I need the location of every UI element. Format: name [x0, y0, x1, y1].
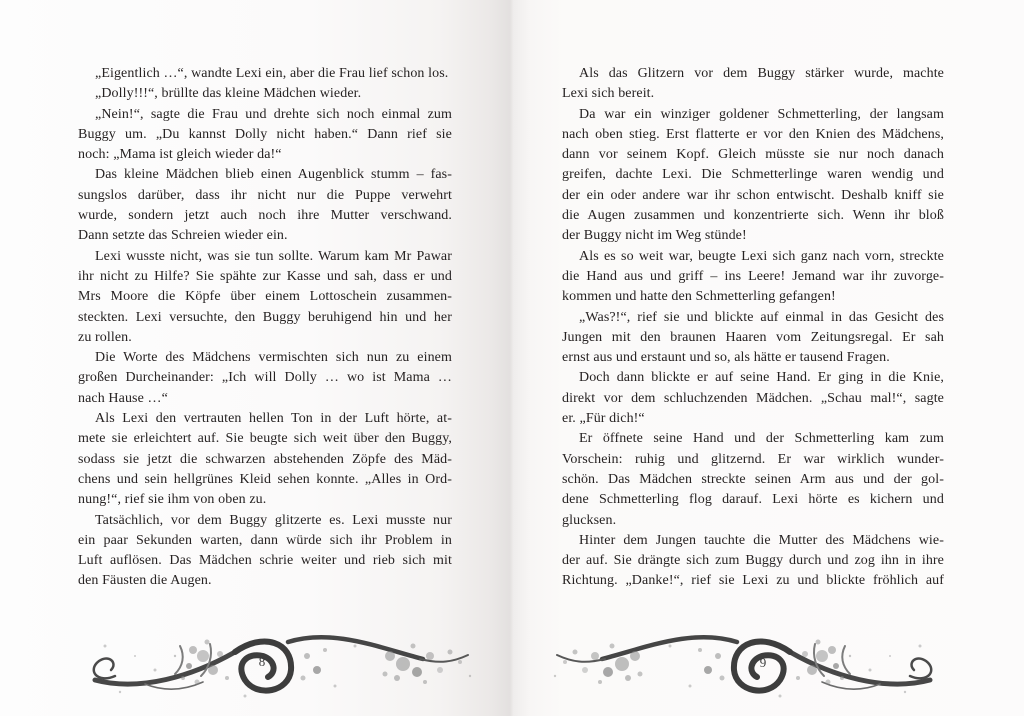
text-line: wurde, sondern jetzt auch noch ihre Mutter verschwand. — [78, 208, 452, 224]
text-line: Als das Glitzern vor dem Buggy stärker wurde, machte — [579, 66, 944, 81]
text-line: Hinter dem Jungen tauchte die Mutter des Mädchens wie- — [579, 532, 944, 548]
page-number: 8 — [258, 654, 266, 669]
text-line: die Augen zusammen und konzentrierte sich. Wenn ihr bloß — [562, 208, 944, 224]
text-line: mete sie erleichtert auf. Sie beugte sich weit über den Buggy, — [78, 431, 452, 447]
text-line: greifen, dachte Lexi. Die Schmetterlinge waren wendig und — [562, 167, 944, 183]
text-line: zu rollen. — [78, 329, 132, 345]
page-text — [78, 64, 452, 592]
text-line: ihr nicht zu Hilfe? Sie spähte zur Kasse und sah, dass er und — [78, 268, 452, 284]
ink-swirl-flourish-ornament — [550, 626, 940, 706]
text-line: chens und sein hellgrünes Kleid sehen konnte. „Alles in Ord- — [78, 471, 452, 487]
text-line: Als es so weit war, beugte Lexi sich ganz nach vorn, streckte — [579, 248, 944, 264]
text-line: „Eigentlich …“, wandte Lexi ein, aber die Frau lief schon los. — [95, 66, 449, 81]
text-line: ernst aus und erstaunt und so, als hätte er tausend Fragen. — [562, 350, 890, 366]
text-line: Vorschein: ruhig und glitzernd. Er war wirklich wunder- — [562, 451, 944, 467]
text-line: der Buggy nicht im Weg stünde! — [562, 228, 747, 244]
page-number: 9 — [759, 655, 767, 670]
text-line: der ein oder andere war ihr schon entwischt. Deshalb kniff sie — [562, 187, 944, 203]
text-line: Dann setzte das Schreien wieder ein. — [78, 228, 288, 244]
text-line: Da war ein winziger goldener Schmetterling, der langsam — [579, 106, 944, 122]
text-line: Lexi sich bereit. — [562, 86, 655, 102]
text-line: „Nein!“, sagte die Frau und drehte sich noch einmal zum — [95, 106, 452, 122]
text-line: nach Hause …“ — [78, 390, 168, 406]
text-line: der auf. Sie drängte sich zum Buggy durch und zog ihn in ihre — [562, 553, 944, 569]
ink-swirl-flourish-ornament — [85, 626, 475, 706]
text-line: Lexi wusste nicht, was sie tun sollte. Warum kam Mr Pawar — [95, 248, 452, 264]
text-line: steckten. Lexi versuchte, den Buggy beruhigend hin und her — [78, 309, 452, 325]
text-line: schön. Das Mädchen streckte seinen Arm aus und der gol- — [562, 471, 944, 487]
text-line: nung!“, rief sie ihm von oben zu. — [78, 492, 267, 508]
text-line: Buggy um. „Du kannst Dolly nicht haben.“ Dann rief sie — [78, 126, 452, 142]
text-line: sodass sie jetzt die schwarzen abstehenden Zöpfe des Mäd- — [78, 451, 452, 467]
text-line: glucksen. — [562, 512, 617, 528]
text-line: großen Durcheinander: „Ich will Dolly … wo ist Mama … — [78, 370, 452, 386]
text-line: Tatsächlich, vor dem Buggy glitzerte es. Lexi musste nur — [95, 512, 452, 528]
text-line: den Fäusten die Augen. — [78, 573, 212, 589]
text-line: Jungen mit den braunen Haaren vom Zeitungsregal. Er sah — [562, 329, 944, 345]
text-line: sungslos darüber, dass ihr nicht nur die Puppe verwehrt — [78, 187, 452, 203]
text-line: „Was?!“, rief sie und blickte auf einmal in das Gesicht des — [579, 309, 944, 325]
text-line: ein paar Sekunden warten, dann würde sich ihr Problem in — [78, 532, 452, 548]
page-text — [562, 64, 944, 592]
text-line: Die Worte des Mädchens vermischten sich nun zu einem — [95, 350, 452, 366]
text-line: Richtung. „Danke!“, rief sie Lexi zu und blickte fröhlich auf — [562, 573, 944, 589]
text-line: die Hand aus und griff – ins Leere! Jemand war ihr zuvorge- — [562, 268, 944, 284]
text-line: direkt vor dem schluchzenden Mädchen. „Schau mal!“, sagte — [562, 390, 944, 406]
text-line: Luft auflösen. Das Mädchen schrie weiter und rieb sich mit — [78, 553, 452, 569]
text-line: Er öffnete seine Hand und der Schmetterling kam zum — [579, 431, 944, 447]
text-line: nach oben stieg. Erst flatterte er vor den Knien des Mädchens, — [562, 126, 944, 142]
text-line: noch: „Mama ist gleich wieder da!“ — [78, 147, 282, 163]
text-line: Doch dann blickte er auf seine Hand. Er ging in die Knie, — [579, 370, 944, 386]
text-line: Als Lexi den vertrauten hellen Ton in der Luft hörte, at- — [95, 411, 452, 427]
text-line: Das kleine Mädchen blieb einen Augenblick stumm – fas- — [95, 167, 452, 183]
text-line: kommen und hatte den Schmetterling gefangen! — [562, 289, 836, 305]
text-line: dann vor seinem Kopf. Gleich müsste sie nur noch danach — [562, 147, 944, 163]
text-line: „Dolly!!!“, brüllte das kleine Mädchen wieder. — [95, 86, 362, 102]
text-line: dene Schmetterling flog darauf. Lexi hörte es kichern und — [562, 492, 944, 508]
text-line: Mrs Moore die Köpfe über einem Lottoschein zusammen- — [78, 289, 452, 305]
text-line: er. „Für dich!“ — [562, 411, 645, 427]
